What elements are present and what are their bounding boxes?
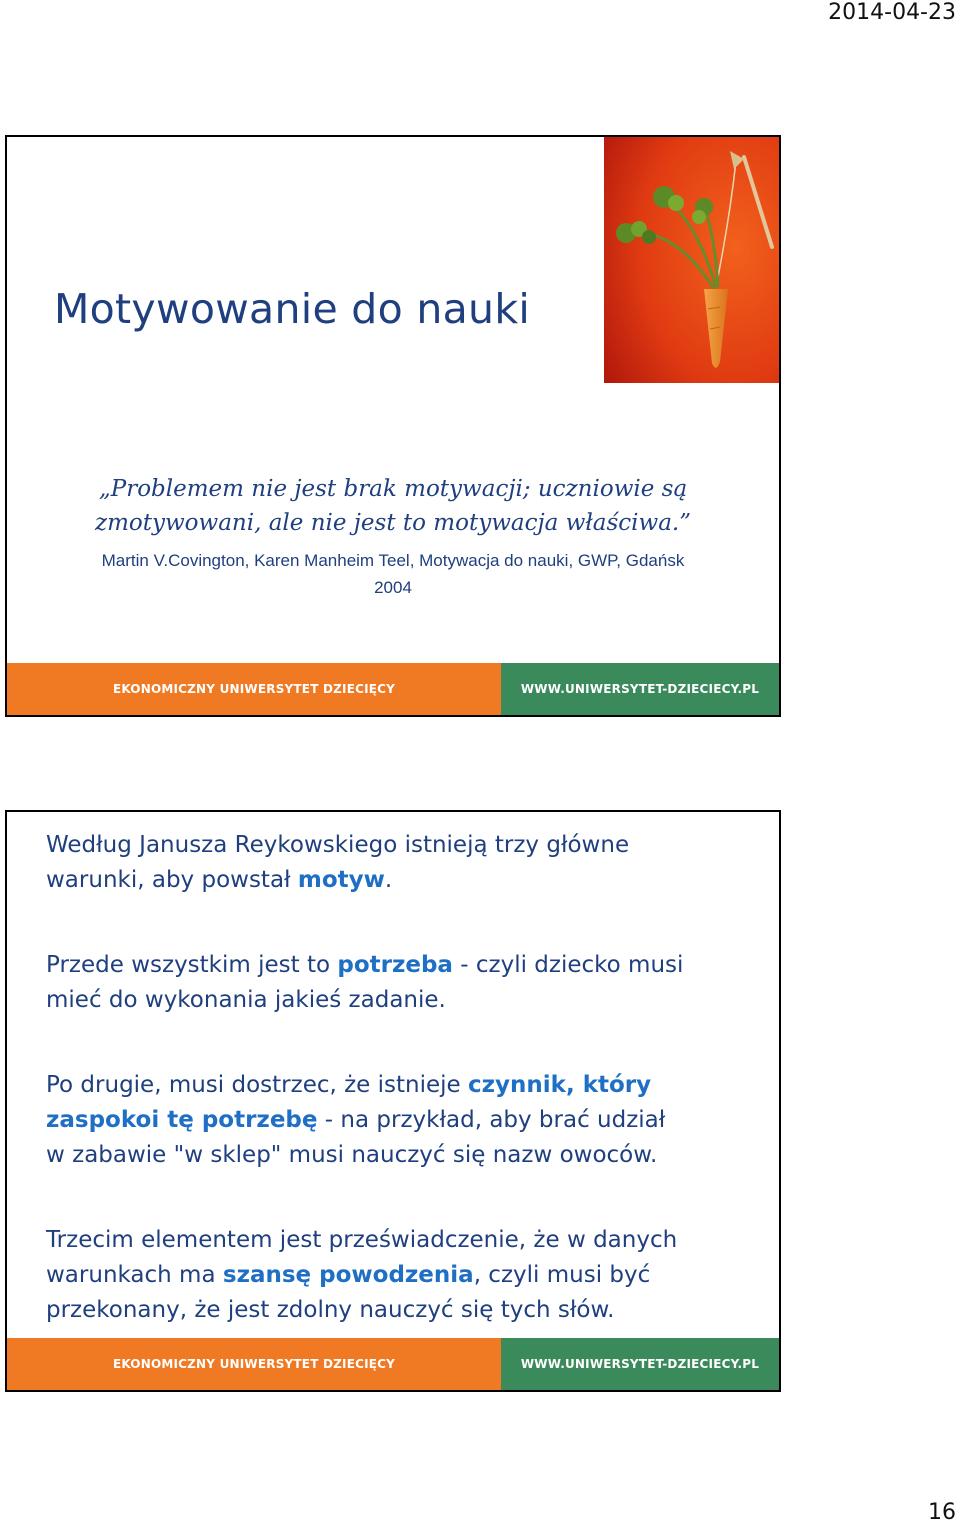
- citation: [47, 547, 739, 601]
- paragraph-success: [46, 1223, 766, 1328]
- paragraph-2-line-2: mieć do wykonania jakieś zadanie.: [46, 987, 446, 1013]
- paragraph-conditions: [46, 828, 766, 898]
- paragraph-2-line-1b: - czyli dziecko musi: [452, 952, 684, 978]
- paragraph-1-line-1: Według Janusza Reykowskiego istnieją trzy główne: [46, 832, 630, 858]
- slide-2-footer: [7, 1338, 779, 1390]
- slide-1: [5, 135, 781, 717]
- paragraph-3-line-3: w zabawie "w sklep" musi nauczyć się nazw owoców.: [46, 1142, 658, 1168]
- header-date: 2014-04-23: [828, 0, 956, 25]
- footer-university-name: EKONOMICZNY UNIWERSYTET DZIECIĘCY: [112, 682, 396, 696]
- keyword-satisfy-need: zaspokoi tę potrzebę: [46, 1107, 318, 1133]
- footer-website: WWW.UNIWERSYTET-DZIECIECY.PL: [520, 1357, 760, 1371]
- keyword-factor: czynnik, który: [468, 1072, 652, 1098]
- paragraph-4-line-1: Trzecim elementem jest przeświadczenie, że w danych: [46, 1227, 678, 1253]
- footer-website: WWW.UNIWERSYTET-DZIECIECY.PL: [520, 682, 760, 696]
- paragraph-factor: [46, 1068, 766, 1173]
- slide-1-footer: [7, 663, 779, 715]
- citation-line-2: 2004: [374, 578, 412, 597]
- footer-left-band: [7, 663, 501, 715]
- paragraph-2-line-1a: Przede wszystkim jest to: [46, 952, 338, 978]
- paragraph-3-line-1a: Po drugie, musi dostrzec, że istnieje: [46, 1072, 469, 1098]
- quote-line-1: „Problemem nie jest brak motywacji; uczniowie są: [98, 476, 688, 502]
- keyword-motive: motyw: [297, 867, 385, 893]
- page-number: 16: [928, 1500, 956, 1525]
- quote-line-2: zmotywowani, ale nie jest to motywacja właściwa.”: [94, 510, 691, 536]
- paragraph-need: [46, 948, 766, 1018]
- keyword-need: potrzeba: [337, 952, 453, 978]
- keyword-chance-of-success: szansę powodzenia: [222, 1262, 474, 1288]
- paragraph-4-line-2a: warunkach ma: [46, 1262, 223, 1288]
- quote: [47, 472, 739, 540]
- slide-title: Motywowanie do nauki: [54, 285, 531, 333]
- paragraph-1-punct: .: [384, 867, 393, 893]
- paragraph-4-line-3: przekonany, że jest zdolny nauczyć się tych słów.: [46, 1297, 615, 1323]
- paragraph-3-line-2b: - na przykład, aby brać udział: [317, 1107, 666, 1133]
- footer-left-band: [7, 1338, 501, 1390]
- footer-right-band: [501, 1338, 779, 1390]
- citation-line-1: Martin V.Covington, Karen Manheim Teel, Motywacja do nauki, GWP, Gdańsk: [101, 551, 685, 570]
- paragraph-4-line-2b: , czyli musi być: [473, 1262, 651, 1288]
- paragraph-1-line-2: warunki, aby powstał: [46, 867, 298, 893]
- slide-2: [5, 810, 781, 1392]
- footer-right-band: [501, 663, 779, 715]
- footer-university-name: EKONOMICZNY UNIWERSYTET DZIECIĘCY: [112, 1357, 396, 1371]
- carrot-on-stick-photo: [604, 137, 779, 383]
